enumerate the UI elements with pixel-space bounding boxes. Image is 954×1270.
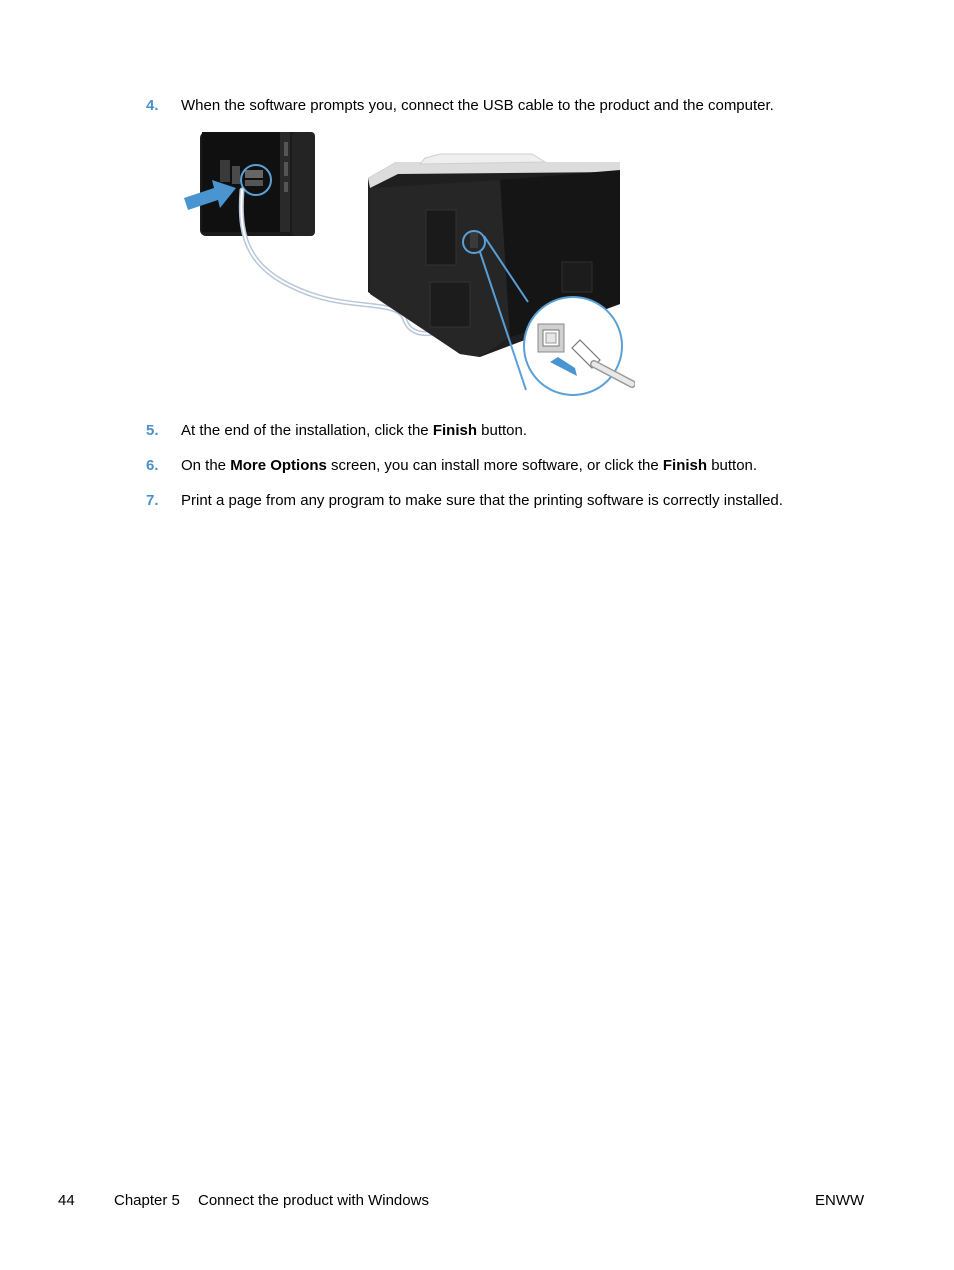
usb-connection-illustration	[180, 132, 635, 397]
step-number: 4.	[146, 97, 159, 114]
step-number: 7.	[146, 492, 159, 509]
step-number: 6.	[146, 457, 159, 474]
step-text: When the software prompts you, connect the USB cable to the product and the computer.	[181, 97, 774, 114]
finish-button-label: Finish	[432, 422, 477, 439]
footer-chapter-title: Connect the product with Windows	[198, 1192, 429, 1209]
step-text: On the More Options screen, you can install more software, or click the Finish button.	[181, 457, 758, 474]
usb-port-closeup	[524, 297, 632, 395]
page-number: 44	[58, 1192, 75, 1209]
step-text: Print a page from any program to make sure that the printing software is correctly installed.	[181, 492, 783, 509]
finish-button-label: Finish	[662, 457, 708, 474]
step-text: At the end of the installation, click the Finish button.	[181, 422, 528, 439]
footer-chapter: Chapter 5	[114, 1192, 180, 1209]
footer-doc-code: ENWW	[815, 1192, 865, 1209]
step-number: 5.	[146, 422, 159, 439]
more-options-label: More Options	[230, 457, 327, 474]
